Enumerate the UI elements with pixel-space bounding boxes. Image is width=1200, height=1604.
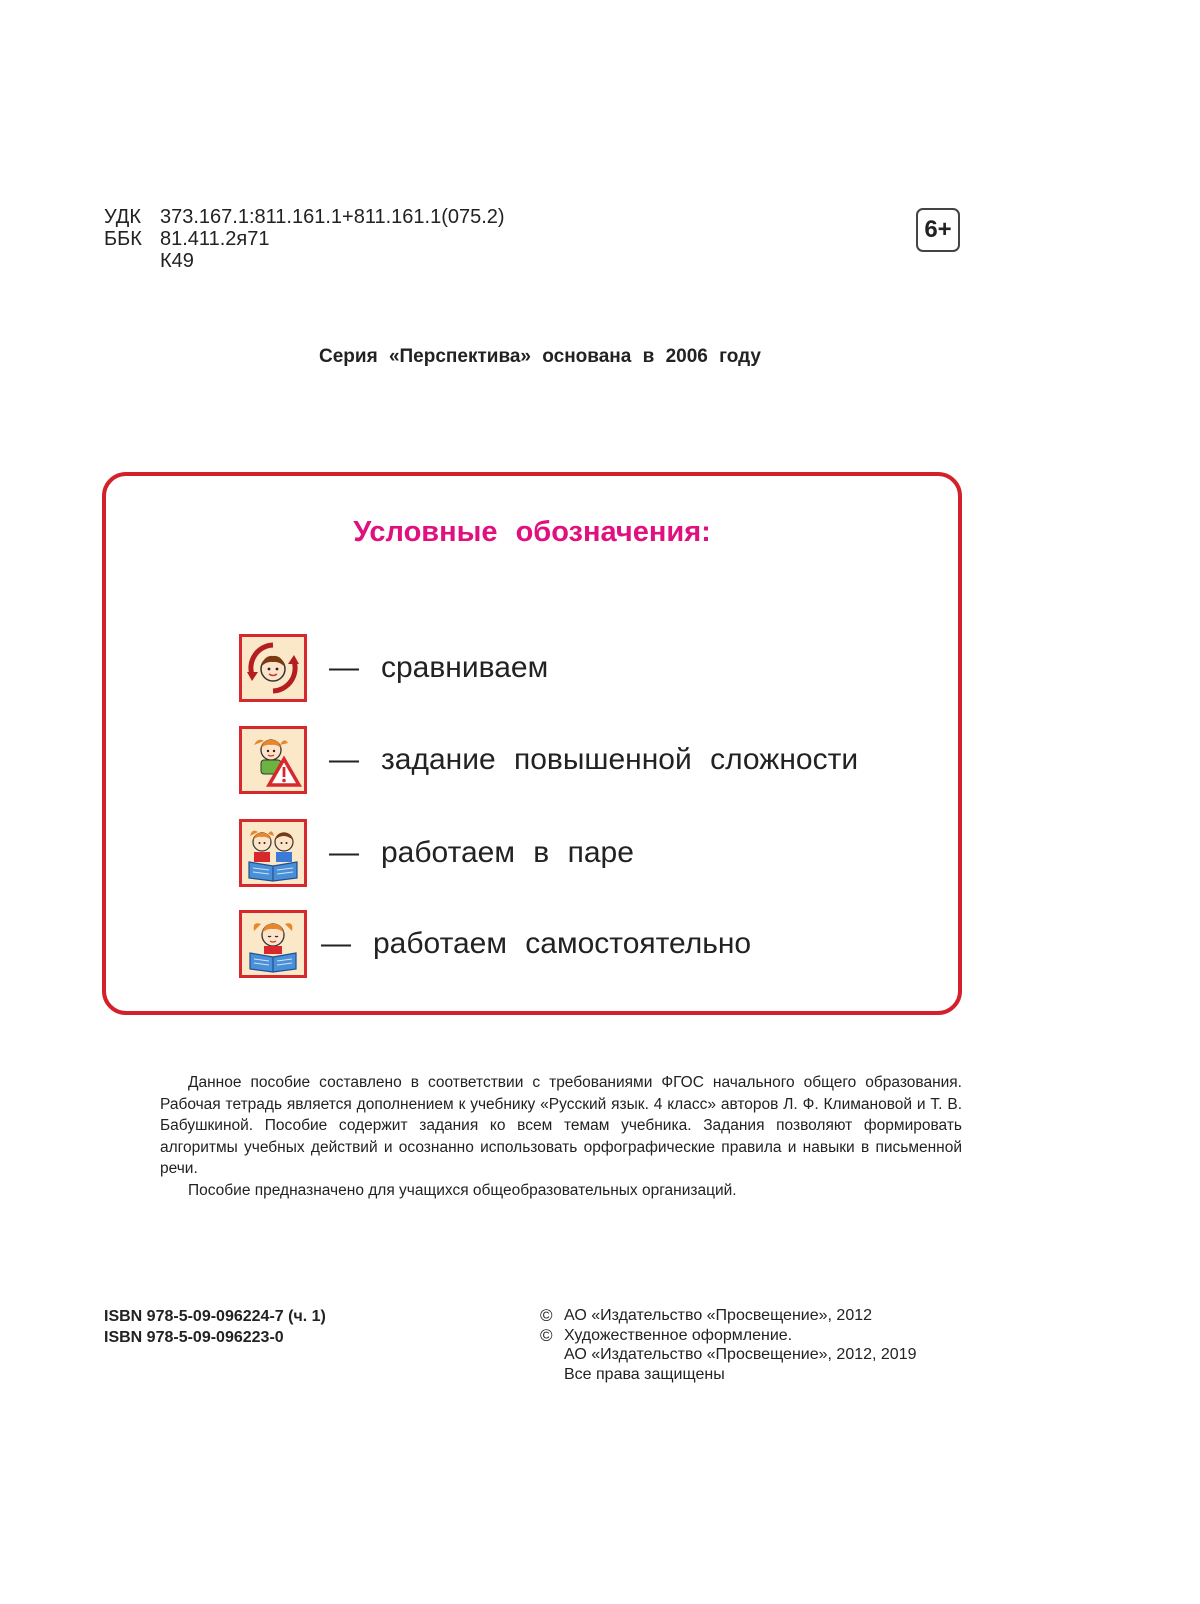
- legend-item-compare: [239, 634, 548, 702]
- legend-label-solo-work: работаем самостоятельно: [373, 927, 752, 960]
- compare-icon: [239, 634, 307, 702]
- hard-task-icon: [239, 726, 307, 794]
- udk-label: УДК: [104, 206, 142, 228]
- legend-title: Условные обозначения:: [353, 516, 711, 548]
- udk-row: [104, 206, 505, 228]
- legend-label-pair-work: работаем в паре: [381, 836, 634, 869]
- copyright-symbol: ©: [540, 1325, 553, 1345]
- isbn-line-1: ISBN 978-5-09-096224-7 (ч. 1): [104, 1308, 326, 1325]
- legend-label-compare: сравниваем: [381, 651, 549, 684]
- classification-block: [104, 206, 505, 272]
- bbk-row: [104, 228, 505, 250]
- copyright-symbol: ©: [540, 1306, 553, 1325]
- legend-dash: —: [329, 651, 359, 684]
- legend-label-hard-task: задание повышенной сложности: [381, 743, 859, 776]
- legend-dash: —: [329, 836, 359, 869]
- annotation-paragraph-1: Данное пособие составлено в соответствии с требованиями ФГОС начального общего образования. Рабочая тетрадь является дополнением к учебнику «Русский язык. 4 класс» авторов Л. Ф. Климановой и Т. В. Бабушкиной. Пособие содержит задания ко всем темам учебника. Задания позволяют формировать алгоритмы учебных действий и осознанно использовать орфографические правила и навыки в письменной речи.: [160, 1074, 962, 1177]
- bbk-label: ББК: [104, 228, 142, 250]
- author-mark: К49: [160, 250, 194, 272]
- copyright-row-2: [540, 1326, 917, 1346]
- annotation-paragraph-2: Пособие предназначено для учащихся общеобразовательных организаций.: [188, 1181, 737, 1199]
- copyright-line-1: АО «Издательство «Просвещение», 2012: [564, 1307, 873, 1324]
- pair-work-icon: [239, 819, 307, 887]
- bbk-value: 81.411.2я71: [160, 228, 270, 250]
- copyright-line-4: Все права защищены: [564, 1365, 725, 1383]
- isbn-block: [104, 1306, 326, 1348]
- legend-box: [102, 472, 962, 1015]
- legend-item-solo-work: [239, 910, 751, 978]
- copyright-line-2: Художественное оформление.: [564, 1326, 793, 1344]
- series-note: Серия «Перспектива» основана в 2006 году: [319, 346, 761, 367]
- copyright-row-1: [540, 1306, 917, 1326]
- udk-value: 373.167.1:811.161.1+811.161.1(075.2): [160, 206, 505, 228]
- solo-work-icon: [239, 910, 307, 978]
- author-mark-row: [104, 250, 505, 272]
- isbn-line-2: ISBN 978-5-09-096223-0: [104, 1329, 284, 1346]
- copyright-line-3: АО «Издательство «Просвещение», 2012, 2019: [564, 1346, 917, 1363]
- annotation: [160, 1072, 962, 1201]
- legend-dash: —: [329, 743, 359, 776]
- legend-dash: —: [321, 927, 351, 960]
- age-rating-badge: 6+: [916, 208, 960, 252]
- copyright-block: [540, 1306, 917, 1384]
- legend-item-hard-task: [239, 726, 858, 794]
- legend-item-pair-work: [239, 819, 634, 887]
